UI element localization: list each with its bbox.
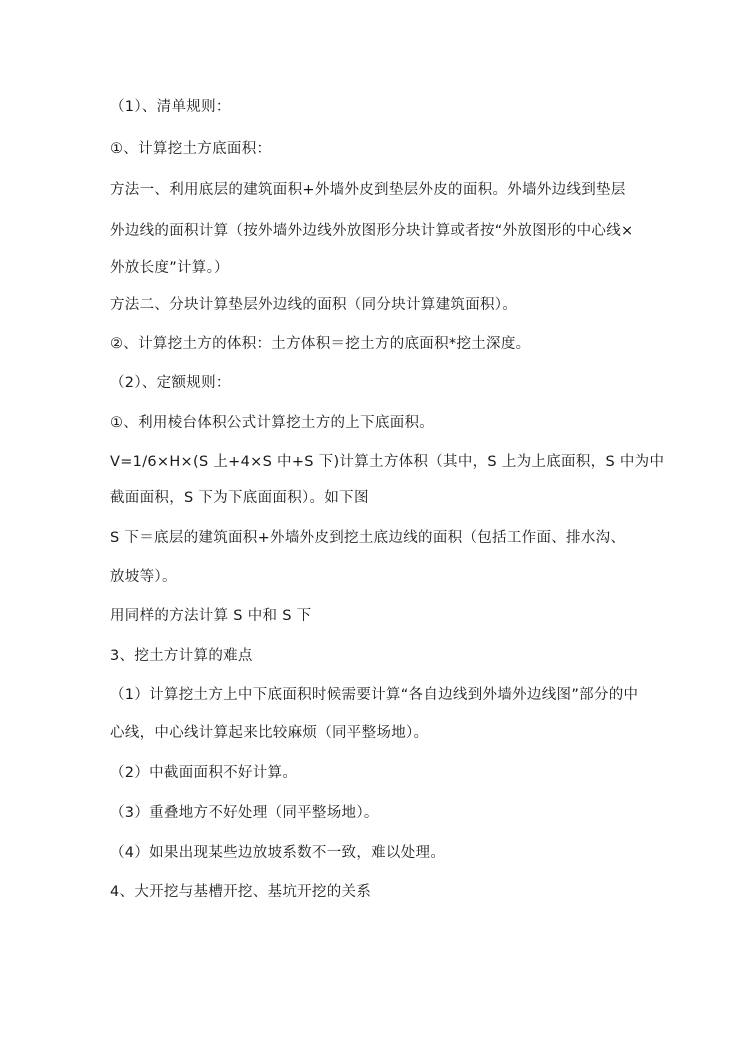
heading-difficulties: 3、挖土方计算的难点 bbox=[110, 648, 253, 664]
volume-formula-line-2: 截面面积，S 下为下底面面积）。如下图 bbox=[110, 490, 369, 506]
volume-formula-line-1: V=1/6×H×(S 上+4×S 中+S 下)计算土方体积（其中，S 上为上底面积，S 中为中 bbox=[110, 454, 665, 470]
s-lower-line-1: S 下＝底层的建筑面积+外墙外皮到挖土底边线的面积（包括工作面、排水沟、 bbox=[110, 530, 626, 546]
method-one-line-1: 方法一、利用底层的建筑面积+外墙外皮到垫层外皮的面积。外墙外边线到垫层 bbox=[110, 182, 626, 198]
difficulty-1-line-2: 心线，中心线计算起来比较麻烦（同平整场地）。 bbox=[110, 725, 429, 741]
method-two: 方法二、分块计算垫层外边线的面积（同分块计算建筑面积）。 bbox=[110, 297, 518, 313]
difficulty-4: （4）如果出现某些边放坡系数不一致，难以处理。 bbox=[110, 845, 446, 861]
same-method-note: 用同样的方法计算 S 中和 S 下 bbox=[110, 608, 312, 624]
method-one-line-3: 外放长度”计算。） bbox=[110, 260, 229, 276]
difficulty-3: （3）重叠地方不好处理（同平整场地）。 bbox=[110, 805, 379, 821]
step-bottom-area: ①、计算挖土方底面积： bbox=[110, 141, 272, 157]
step-volume: ②、计算挖土方的体积：土方体积＝挖土方的底面积*挖土深度。 bbox=[110, 336, 531, 352]
difficulty-1-line-1: （1）计算挖土方上中下底面积时候需要计算“各自边线到外墙外边线图”部分的中 bbox=[110, 687, 639, 703]
heading-bill-rules: （1）、清单规则： bbox=[110, 99, 231, 115]
heading-excavation-relation: 4、大开挖与基槽开挖、基坑开挖的关系 bbox=[110, 884, 372, 900]
step-frustum-formula: ①、利用棱台体积公式计算挖土方的上下底面积。 bbox=[110, 415, 435, 431]
difficulty-2: （2）中截面面积不好计算。 bbox=[110, 765, 298, 781]
s-lower-line-2: 放坡等）。 bbox=[110, 569, 177, 585]
heading-quota-rules: （2）、定额规则： bbox=[110, 375, 231, 391]
method-one-line-2: 外边线的面积计算（按外墙外边线外放图形分块计算或者按“外放图形的中心线× bbox=[110, 223, 634, 239]
